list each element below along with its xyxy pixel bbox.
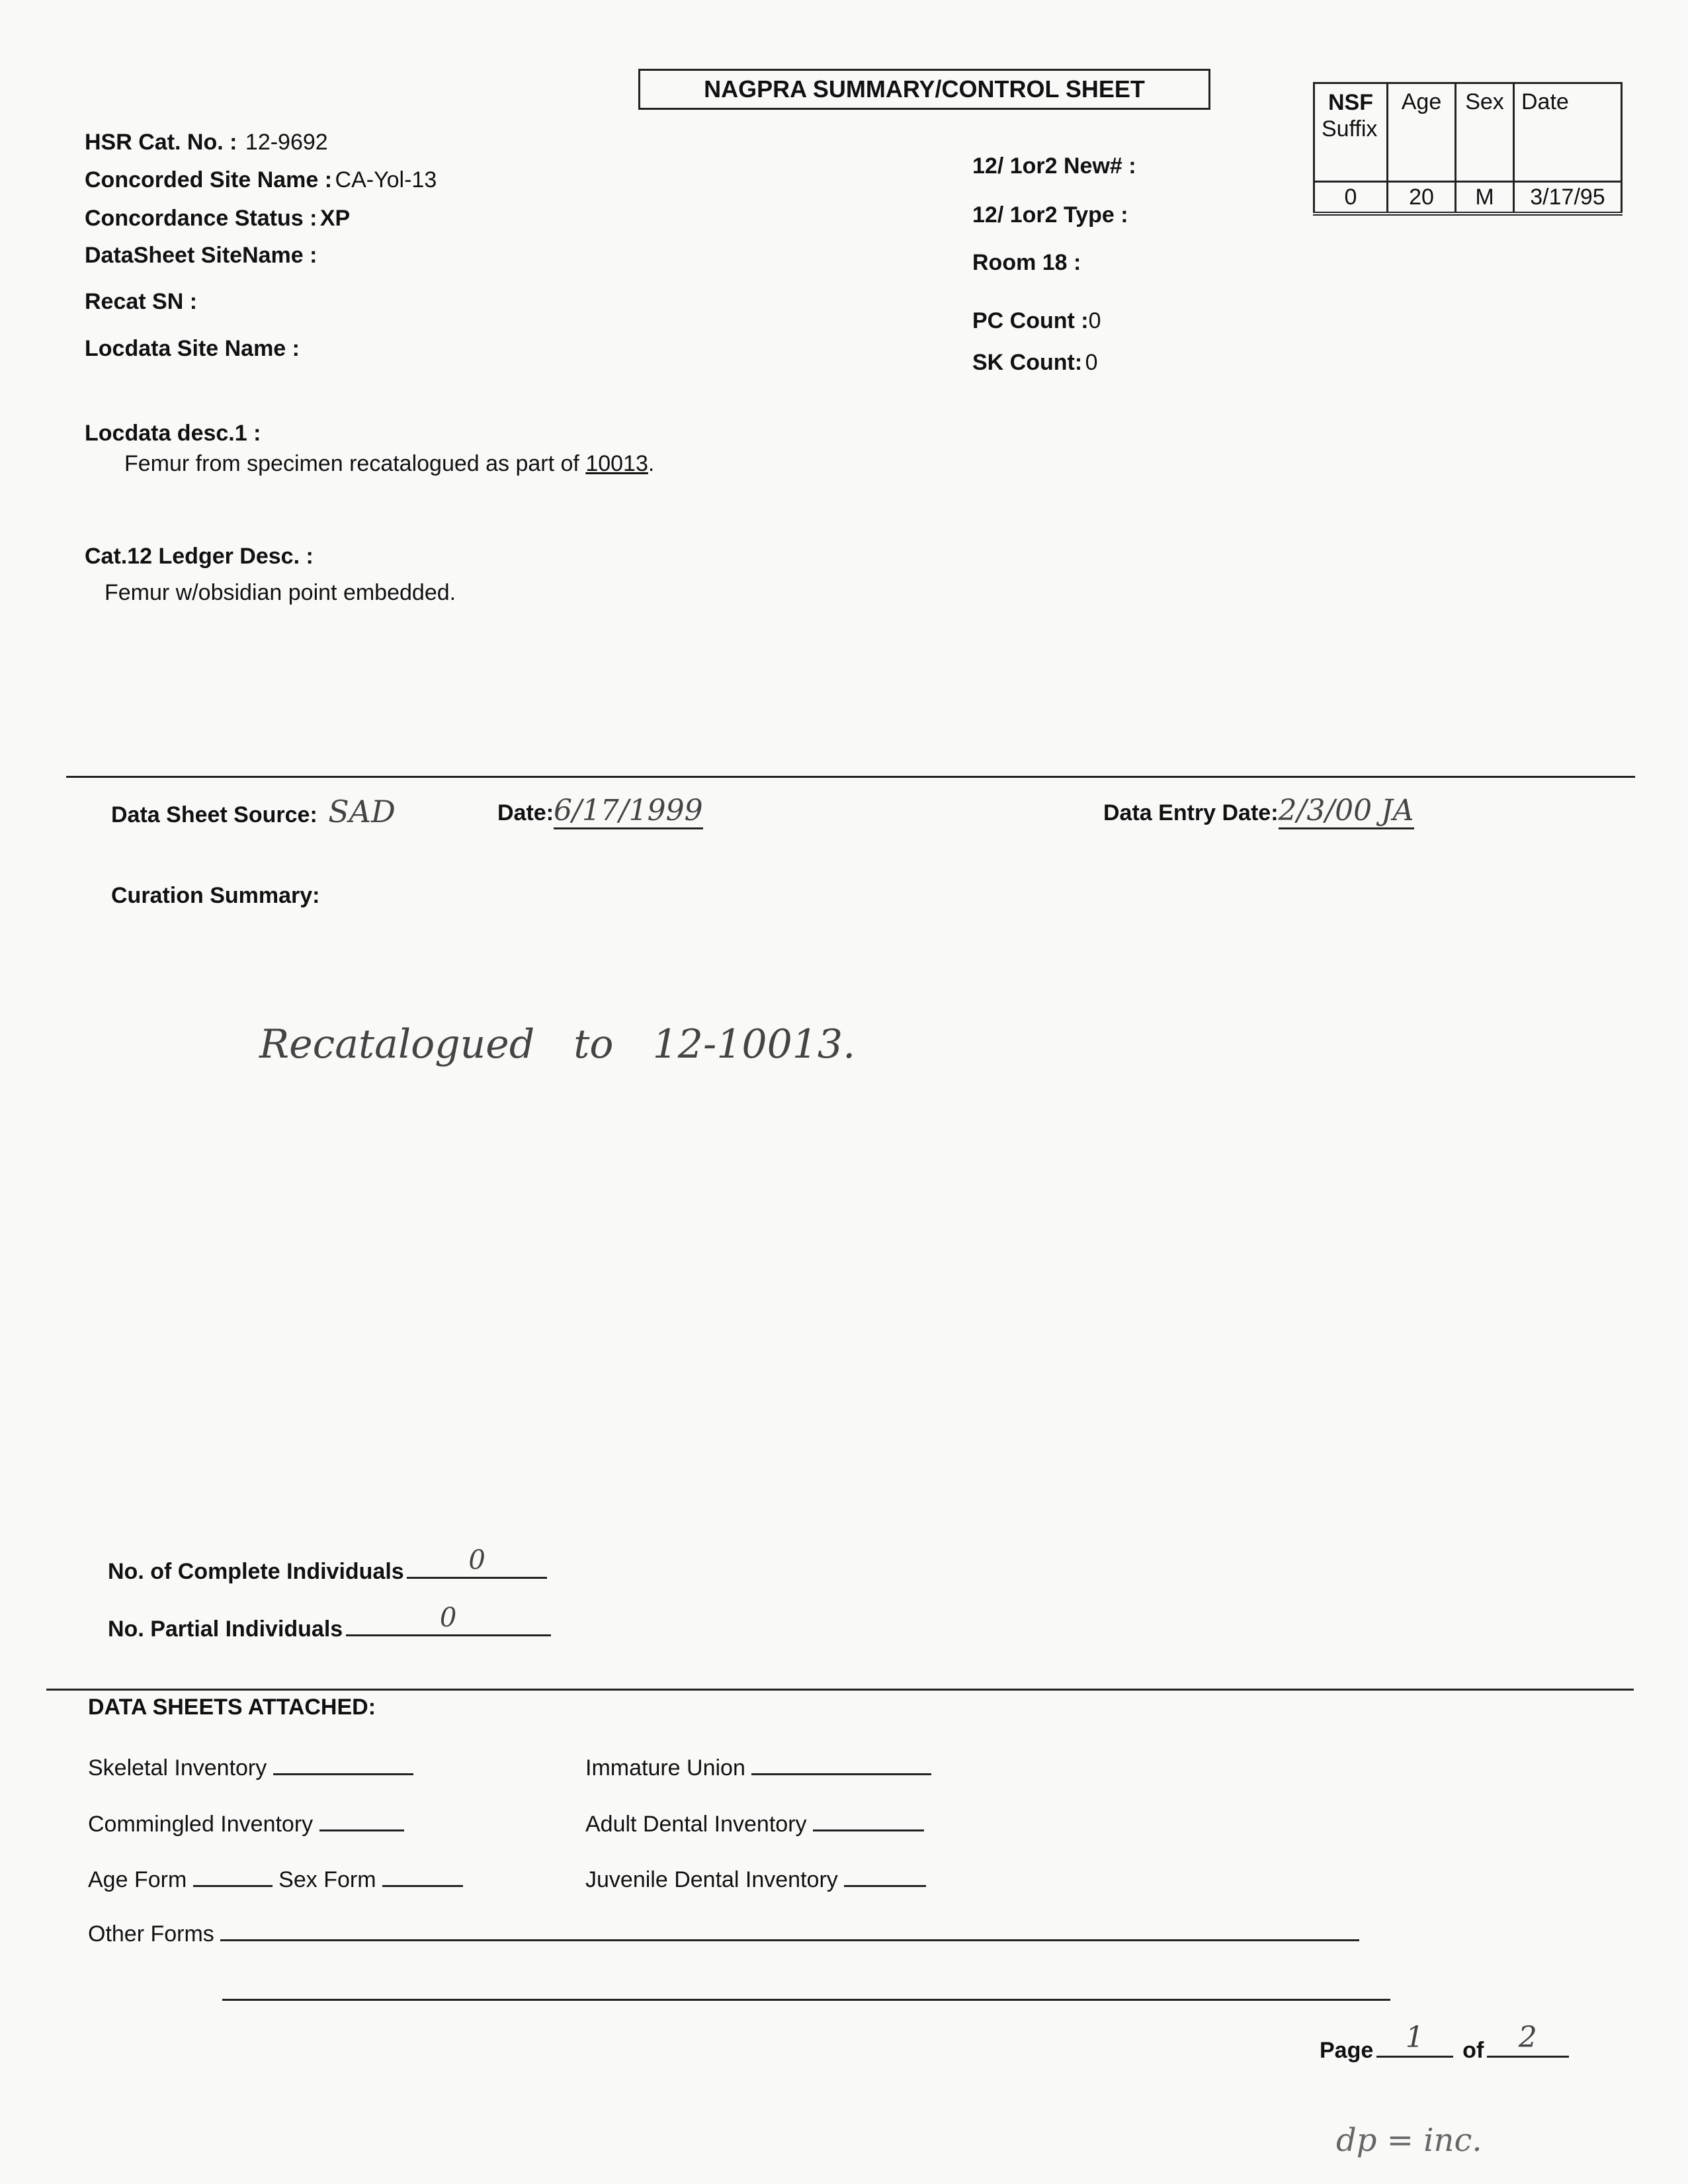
data-entry-date-field [1103,794,1414,827]
data-sheet-source-label: Data Sheet Source: [111,802,317,827]
complete-individuals-value: 0 [468,1545,485,1575]
data-sheet-source-value: SAD [328,794,396,829]
concordance-status-value: XP [319,206,351,231]
age-value: 20 [1388,182,1456,214]
partial-individuals-label: No. Partial Individuals [108,1617,343,1642]
sex-form-label: Sex Form [278,1867,376,1892]
hsr-cat-field [85,130,328,155]
recat-sn-label: Recat SN : [85,289,198,314]
sk-count-label: SK Count: [972,350,1083,375]
locdata-desc-prefix: Femur from specimen recatalogued as part of [124,451,586,476]
complete-individuals-field [108,1545,547,1585]
sheet-date-field [497,794,703,827]
data-entry-date-label: Data Entry Date: [1103,800,1279,825]
juvenile-dental-inventory-field [585,1863,926,1893]
nsf-suffix-header [1314,83,1388,182]
other-forms-line-2 [222,1999,1390,2001]
nsf-header: NSF [1328,90,1373,115]
of-value: 2 [1518,2021,1537,2054]
page-label: Page [1320,2038,1374,2063]
room-label: Room 18 : [972,250,1081,275]
skeletal-inventory-label: Skeletal Inventory [88,1755,267,1781]
locdata-desc-suffix: . [648,451,655,476]
locdata-desc-link: 10013 [585,451,648,476]
page-value: 1 [1405,2021,1424,2054]
complete-individuals-line [407,1545,547,1579]
hsr-cat-label: HSR Cat. No. : [85,130,237,155]
curation-summary-label: Curation Summary: [111,883,320,908]
curation-summary-note: Recatalogued to 12-10013. [259,1021,856,1068]
juvenile-dental-inventory-label: Juvenile Dental Inventory [585,1867,838,1892]
commingled-inventory-line [319,1807,404,1831]
locdata-site-name-label: Locdata Site Name : [85,336,300,361]
other-forms-label: Other Forms [88,1921,214,1947]
partial-individuals-value: 0 [439,1603,457,1633]
partial-individuals-line [346,1603,551,1636]
section-divider [66,776,1635,778]
data-sheet-source-field [111,794,396,829]
immature-union-field [585,1751,931,1781]
concordance-status-label: Concordance Status : [85,206,317,231]
commingled-inventory-field [88,1807,404,1837]
bottom-handwritten-note: dp = inc. [1336,2122,1482,2159]
skeletal-inventory-line [273,1751,413,1775]
concorded-site-value: CA-Yol-13 [335,167,437,192]
commingled-inventory-label: Commingled Inventory [88,1812,314,1837]
concorded-site-label: Concorded Site Name : [85,167,333,192]
pc-count-label: PC Count : [972,308,1089,333]
nsf-value: 0 [1314,182,1388,214]
suffix-header: Suffix [1322,116,1378,142]
partial-individuals-field [108,1603,551,1642]
locdata-desc-text [124,451,654,477]
of-label: of [1462,2038,1484,2063]
pc-count-value: 0 [1088,308,1101,333]
specimen-info-table [1313,82,1623,216]
new-number-label: 12/ 1or2 New# : [972,153,1136,179]
date-header: Date [1514,83,1622,182]
immature-union-line [751,1751,931,1775]
other-forms-field [88,1917,1359,1947]
other-forms-line [220,1917,1359,1941]
age-header: Age [1388,83,1456,182]
complete-individuals-label: No. of Complete Individuals [108,1559,404,1584]
sheet-date-label: Date: [497,800,554,825]
pc-count-field [972,308,1101,334]
hsr-cat-value: 12-9692 [245,130,328,155]
adult-dental-inventory-line [813,1807,924,1831]
data-entry-date-value: 2/3/00 JA [1279,794,1414,829]
adult-dental-inventory-label: Adult Dental Inventory [585,1812,807,1837]
skeletal-inventory-field [88,1751,413,1781]
sex-header: Sex [1456,83,1514,182]
datasheet-sitename-label: DataSheet SiteName : [85,243,317,268]
sk-count-value: 0 [1085,350,1098,375]
page-line [1376,2021,1453,2058]
age-form-label: Age Form [88,1867,187,1892]
ledger-desc-text: Femur w/obsidian point embedded. [105,580,456,605]
age-form-line [193,1863,273,1887]
age-sex-form-field [88,1863,463,1893]
sex-form-line [382,1863,463,1887]
concordance-status-field [85,206,350,231]
page-number-field [1320,2021,1569,2064]
attached-divider [46,1689,1634,1691]
concorded-site-field [85,167,437,193]
date-value: 3/17/95 [1514,182,1622,214]
type-label: 12/ 1or2 Type : [972,202,1128,228]
of-line [1487,2021,1569,2058]
immature-union-label: Immature Union [585,1755,745,1781]
sheet-date-value: 6/17/1999 [554,794,703,829]
form-title: NAGPRA SUMMARY/CONTROL SHEET [638,69,1210,110]
sex-value: M [1456,182,1514,214]
locdata-desc-label: Locdata desc.1 : [85,421,261,446]
juvenile-dental-inventory-line [844,1863,926,1887]
sk-count-field [972,350,1098,376]
ledger-desc-label: Cat.12 Ledger Desc. : [85,544,314,569]
data-sheets-attached-title: DATA SHEETS ATTACHED: [88,1695,376,1720]
adult-dental-inventory-field [585,1807,924,1837]
